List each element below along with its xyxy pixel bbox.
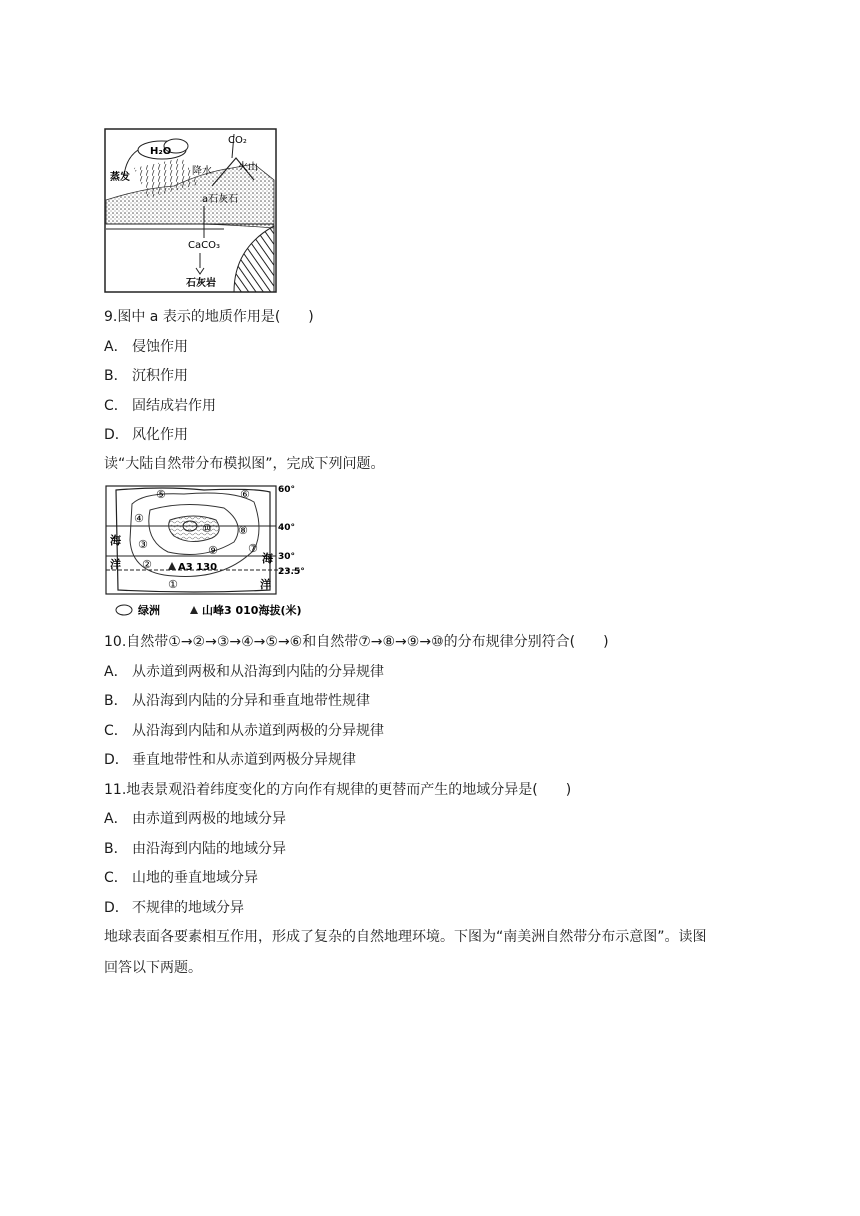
sea-right-label-1: 海 (262, 552, 273, 565)
natural-zone-figure (104, 480, 334, 620)
option-text: 不规律的地域分异 (132, 900, 244, 916)
natural-zone-diagram (104, 480, 334, 620)
q9-option-c[interactable] (104, 395, 216, 415)
option-text: 从沿海到内陆的分异和垂直地带性规律 (132, 693, 370, 709)
q11-option-a[interactable] (104, 808, 286, 828)
zone-7-label: ⑦ (248, 542, 258, 555)
zone-6-label: ⑥ (240, 488, 250, 501)
q10-stem: 10.自然带①→②→③→④→⑤→⑥和自然带⑦→⑧→⑨→⑩的分布规律分别符合( ) (104, 634, 609, 650)
intro-south-america-line-2: 回答以下两题。 (104, 960, 202, 976)
h2o-label: H₂O (150, 146, 172, 157)
intro-natural-zones: 读“大陆自然带分布模拟图”，完成下列问题。 (104, 456, 385, 472)
q11-stem: 11.地表景观沿着纬度变化的方向作有规律的更替而产生的地域分异是( ) (104, 782, 572, 798)
q9-option-d[interactable] (104, 424, 188, 444)
sea-left-label-2: 洋 (110, 558, 121, 571)
zone-3-label: ③ (138, 538, 148, 551)
legend-oasis-icon (116, 605, 132, 615)
lat-40-label: 40° (278, 523, 296, 533)
option-text: 由赤道到两极的地域分异 (132, 811, 286, 827)
q11-option-b[interactable] (104, 838, 286, 858)
q10-option-a[interactable] (104, 661, 384, 681)
zone-9-label: ⑨ (208, 544, 218, 557)
option-text: 从赤道到两极和从沿海到内陆的分异规律 (132, 664, 384, 680)
option-letter: A． (104, 811, 128, 827)
legend-oasis-label: 绿洲 (138, 604, 160, 617)
option-text: 从沿海到内陆和从赤道到两极的分异规律 (132, 723, 384, 739)
option-text: 山地的垂直地域分异 (132, 870, 258, 886)
option-text: 垂直地带性和从赤道到两极分异规律 (132, 752, 356, 768)
q9-option-a[interactable] (104, 336, 188, 356)
option-letter: B． (104, 841, 128, 857)
zone-5-label: ⑤ (156, 488, 166, 501)
option-letter: B． (104, 368, 128, 384)
co2-label: CO₂ (228, 135, 247, 146)
zone-10-label: ⑩ (202, 522, 212, 535)
caco3-label: CaCO₃ (188, 240, 220, 251)
option-text: 由沿海到内陆的地域分异 (132, 841, 286, 857)
option-letter: C． (104, 723, 128, 739)
option-text: 沉积作用 (132, 368, 188, 384)
limestone-label: 石灰岩 (186, 278, 216, 289)
option-letter: C． (104, 870, 128, 886)
option-letter: B． (104, 693, 128, 709)
option-letter: A． (104, 664, 128, 680)
option-letter: D． (104, 900, 129, 916)
legend-peak-label: 山峰3 010海拔(米) (202, 604, 302, 617)
option-text: 固结成岩作用 (132, 398, 216, 414)
zone-4-label: ④ (134, 512, 144, 525)
limestone-cycle-figure (104, 128, 278, 294)
option-text: 风化作用 (132, 427, 188, 443)
limestone-cycle-diagram (104, 128, 278, 294)
limestone-a-label: a石灰石 (202, 194, 239, 205)
sea-right-label-2: 洋 (260, 578, 271, 591)
option-text: 侵蚀作用 (132, 339, 188, 355)
peak-label: A3 130 (178, 562, 218, 573)
zone-2-label: ② (142, 558, 152, 571)
q10-option-b[interactable] (104, 690, 370, 710)
q10-option-c[interactable] (104, 720, 384, 740)
legend-peak-icon (190, 606, 198, 614)
intro-south-america-line-1: 地球表面各要素相互作用，形成了复杂的自然地理环境。下图为“南美洲自然带分布示意图”。读图 (104, 929, 707, 945)
volcano-label: 火山 (238, 162, 258, 173)
evaporation-label: 蒸发 (110, 172, 130, 183)
option-letter: D． (104, 752, 129, 768)
option-letter: C． (104, 398, 128, 414)
q9-option-b[interactable] (104, 365, 188, 385)
lat-23-5-label: 23.5° (278, 567, 305, 577)
q9-stem: 9.图中 a 表示的地质作用是( ) (104, 309, 314, 325)
precipitation-label: 降水 (192, 166, 212, 177)
lat-30-label: 30° (278, 552, 296, 562)
zone-8-label: ⑧ (238, 524, 248, 537)
q10-option-d[interactable] (104, 749, 356, 769)
lat-60-label: 60° (278, 485, 296, 495)
option-letter: D． (104, 427, 129, 443)
q11-option-c[interactable] (104, 867, 258, 887)
sea-left-label-1: 海 (110, 534, 121, 547)
zone-1-label: ① (168, 578, 178, 591)
q11-option-d[interactable] (104, 897, 244, 917)
option-letter: A． (104, 339, 128, 355)
